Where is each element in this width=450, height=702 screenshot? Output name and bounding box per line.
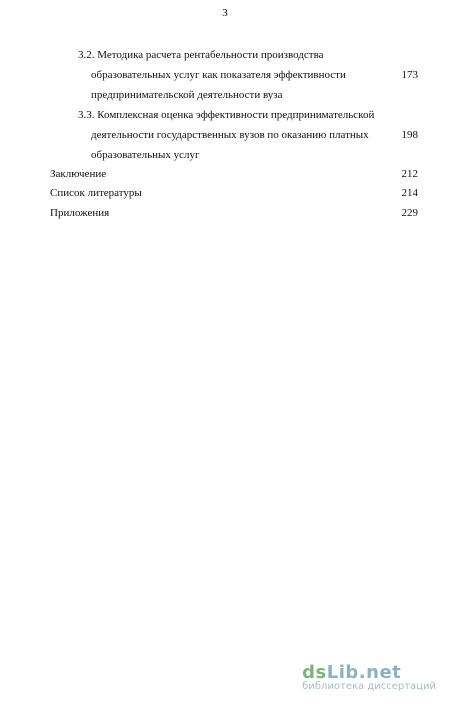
toc-entry-3-3-page: 198 bbox=[401, 129, 418, 141]
toc-entry-3-3-line-1: 3.3. Комплексная оценка эффективности предпринимательской bbox=[78, 109, 375, 121]
watermark-subtitle: библиотека диссертаций bbox=[302, 681, 436, 692]
toc-entry-3-2-page: 173 bbox=[401, 69, 418, 81]
toc-entry-bibliography: Список литературы bbox=[50, 187, 142, 199]
toc-entry-bibliography-page: 214 bbox=[401, 187, 418, 199]
toc-entry-conclusion: Заключение bbox=[50, 168, 107, 180]
toc-entry-3-3-line-2: деятельности государственных вузов по оказанию платных bbox=[91, 129, 369, 141]
watermark-logo: dsLib.net bbox=[302, 662, 402, 683]
page-number: 3 bbox=[222, 7, 228, 19]
watermark bbox=[302, 662, 436, 692]
toc-entry-appendices: Приложения bbox=[50, 207, 110, 219]
toc-entry-3-2-line-1: 3.2. Методика расчета рентабельности производства bbox=[78, 49, 324, 61]
toc-entry-appendices-page: 229 bbox=[401, 207, 418, 219]
toc-entry-3-2-line-3: предпринимательской деятельности вуза bbox=[91, 89, 283, 101]
toc-entry-conclusion-page: 212 bbox=[401, 168, 418, 180]
toc-entry-3-2-line-2: образовательных услуг как показателя эффективности bbox=[91, 69, 346, 81]
toc-entry-3-3-line-3: образовательных услуг bbox=[91, 149, 200, 161]
